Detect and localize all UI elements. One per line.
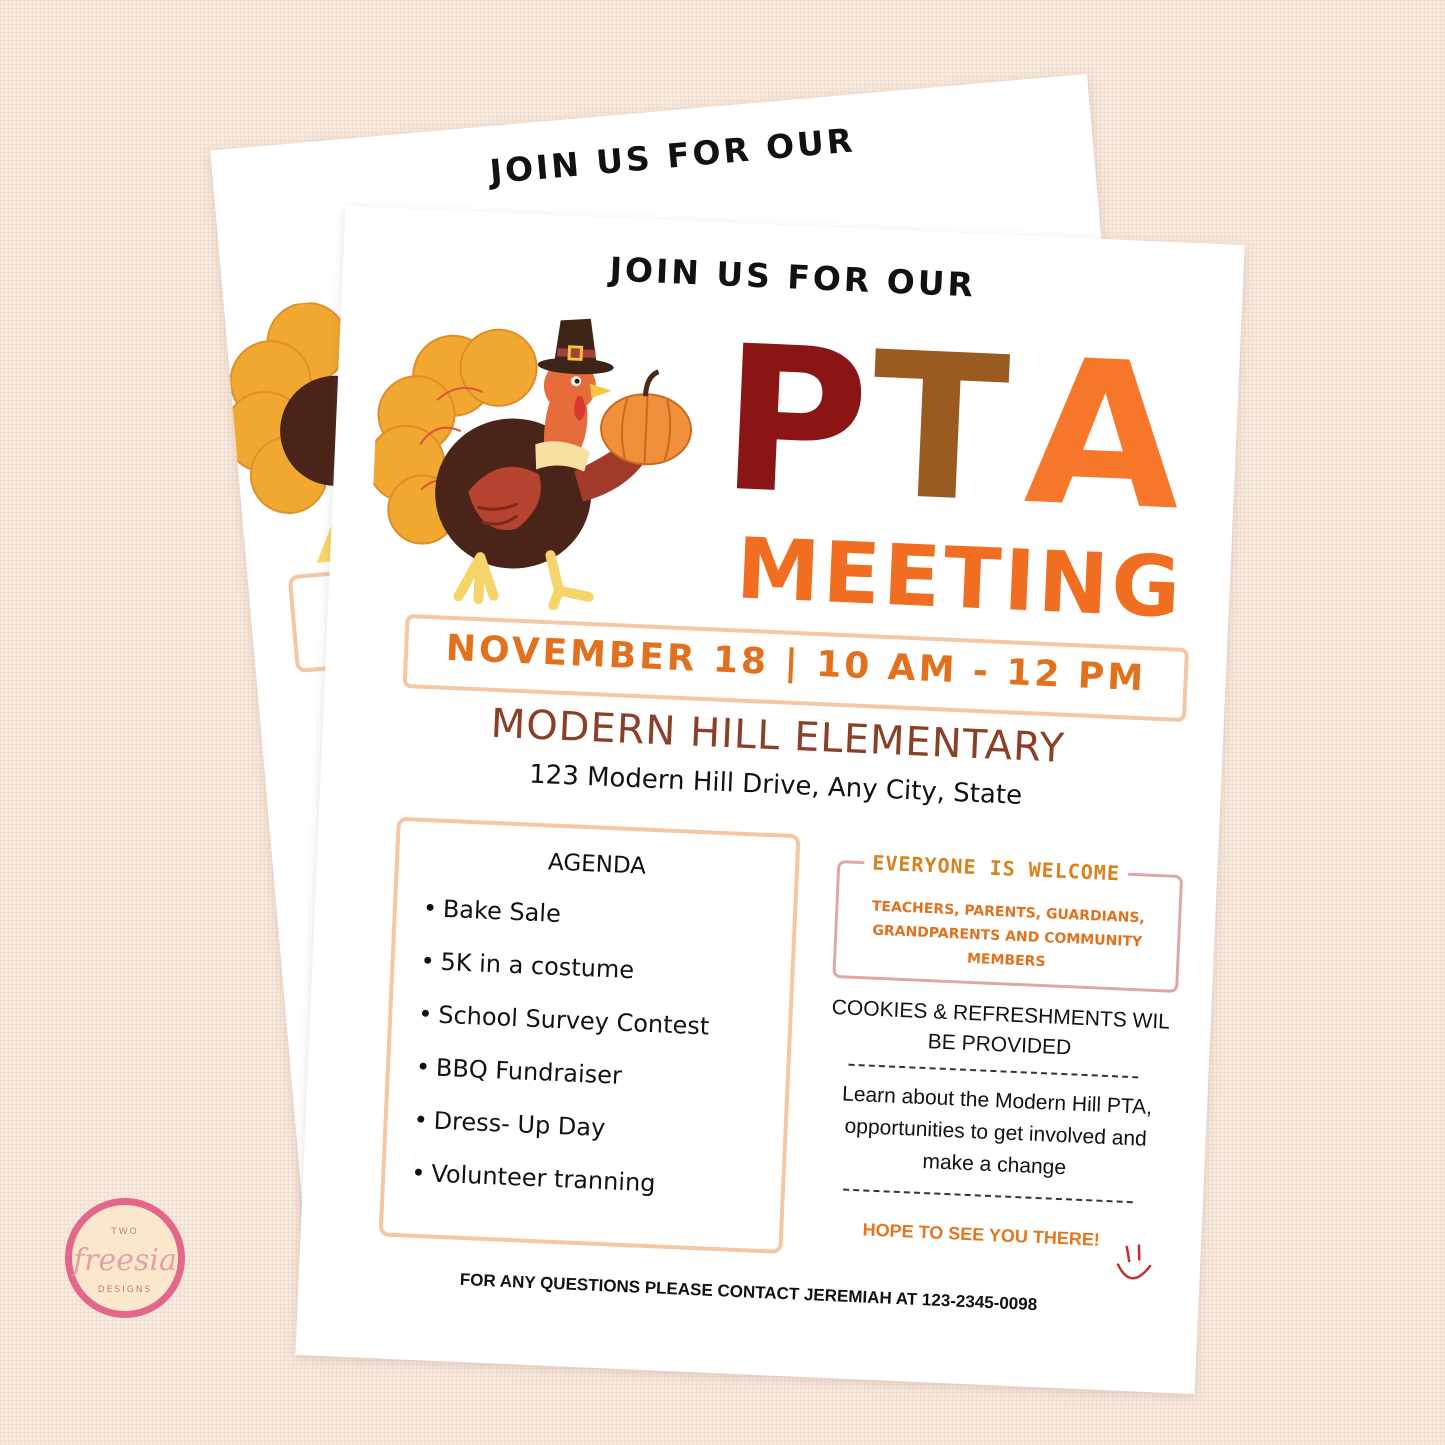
bullet: • — [413, 1105, 429, 1135]
bullet: • — [420, 946, 436, 976]
bullet: • — [415, 1052, 431, 1082]
logo-top-text: TWO — [111, 1227, 139, 1237]
logo-main-text: freesia — [73, 1243, 177, 1278]
agenda-item-label: School Survey Contest — [437, 1000, 710, 1041]
agenda-title: AGENDA — [547, 849, 647, 880]
school-name: MODERN HILL ELEMENTARY — [489, 700, 1066, 772]
agenda-list — [410, 888, 715, 1218]
pta-letter-t: T — [866, 309, 1013, 548]
brand-logo — [65, 1198, 185, 1318]
logo-inner — [72, 1205, 178, 1311]
flyer-heading: JOIN US FOR OUR — [608, 249, 977, 305]
pta-letter-a: A — [1021, 315, 1187, 556]
agenda-item-label: Dress- Up Day — [433, 1106, 606, 1143]
front-flyer — [295, 206, 1244, 1394]
back-flyer-heading: JOIN US FOR OUR — [488, 120, 857, 192]
dashed-divider — [848, 1064, 1138, 1079]
bullet: • — [410, 1158, 427, 1188]
pta-letter-p: P — [716, 302, 874, 542]
learn-text: Learn about the Modern Hill PTA, opportunities to get involved and make a change — [841, 1082, 1153, 1180]
meeting-title: MEETING — [734, 519, 1186, 637]
agenda-item-label: BBQ Fundraiser — [435, 1053, 623, 1090]
bullet: • — [422, 893, 438, 923]
dashed-divider — [843, 1189, 1133, 1204]
hope-text: HOPE TO SEE YOU THERE! — [862, 1219, 1101, 1250]
bullet: • — [417, 999, 434, 1029]
logo-bottom-text: DESIGNS — [97, 1285, 153, 1295]
contact-text: FOR ANY QUESTIONS PLEASE CONTACT JEREMIAH AT 123-2345-0098 — [459, 1269, 1038, 1315]
refreshments-text: COOKIES & REFRESHMENTS WIL BE PROVIDED — [831, 995, 1171, 1060]
pta-title — [716, 302, 1196, 556]
school-address: 123 Modern Hill Drive, Any City, State — [528, 759, 1023, 811]
smiley-icon — [1111, 1240, 1157, 1296]
welcome-box — [832, 850, 1183, 993]
agenda-box — [379, 817, 801, 1254]
agenda-item-label: Bake Sale — [442, 894, 562, 928]
welcome-body: TEACHERS, PARENTS, GUARDIANS, GRANDPARENTS AND COMMUNITY MEMBERS — [871, 898, 1146, 971]
date-time-text: NOVEMBER 18 | 10 AM - 12 PM — [445, 627, 1147, 700]
agenda-item — [410, 1153, 703, 1219]
agenda-item-label: 5K in a costume — [440, 947, 635, 985]
welcome-title: EVERYONE IS WELCOME — [864, 850, 1129, 885]
agenda-item-label: Volunteer tranning — [430, 1159, 657, 1198]
turkey-illustration — [368, 303, 711, 621]
